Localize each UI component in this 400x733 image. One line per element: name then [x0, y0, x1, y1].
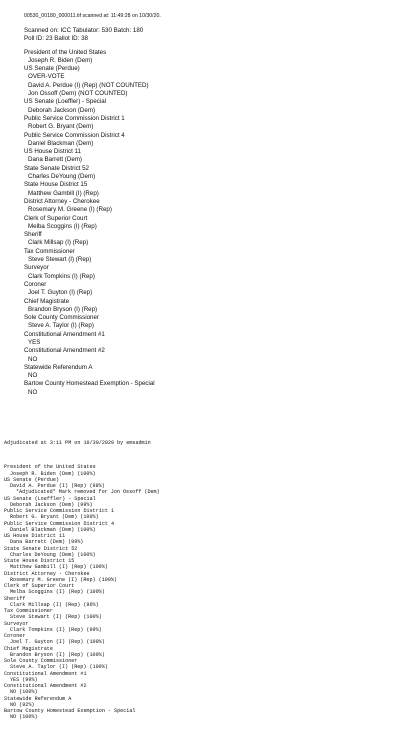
ballot-contest-title: Surveyor	[24, 264, 49, 272]
ballot-contest-title: Sheriff	[24, 231, 42, 239]
ballot-selection: Charles DeYoung (Dem)	[28, 173, 96, 181]
adjudicated-selection: David A. Perdue (I) (Rep) (98%)	[10, 483, 105, 489]
adjudicated-contest-title: Surveyor	[4, 620, 29, 627]
adjudicated-selection: Dana Barrett (Dem) (99%)	[10, 539, 84, 546]
adjudicated-selection: Daniel Blackman (Dem) (100%)	[10, 526, 96, 533]
scanned-on-line: Scanned on: ICC Tabulator: 530 Batch: 180	[24, 27, 144, 34]
adjudicated-selection: Rosemary M. Greene (I) (Rep) (100%)	[10, 576, 117, 583]
ballot-selection: Clark Tompkins (I) (Rep)	[28, 272, 95, 280]
adjudication-section	[4, 427, 160, 733]
adjudicated-contest-title: Constitutional Amendment #1	[4, 670, 87, 677]
ballot-contest-title: Coroner	[24, 280, 47, 288]
adjudicated-contest-title: Public Service Commission District 4	[4, 520, 115, 527]
adjudication-list	[4, 464, 160, 720]
ballot-selection: Matthew Gambill (I) (Rep)	[28, 189, 99, 197]
ballot-contest-title: Clerk of Superior Court	[24, 214, 88, 222]
adjudication-title: Adjudicated at 3:11 PM on 10/30/2020 by emsadmin	[4, 439, 151, 446]
adjudicated-selection: Charles DeYoung (Dem) (100%)	[10, 551, 96, 558]
ballot-contest-title: Statewide Referendum A	[24, 363, 93, 371]
adjudicated-contest-title: US House District 11	[4, 533, 66, 539]
adjudicated-contest-title: State House District 15	[4, 558, 75, 564]
adjudicated-contest-title: Bartow County Homestead Exemption - Special	[4, 708, 136, 714]
ballot-contest-title: Public Service Commission District 1	[24, 114, 125, 122]
ballot-selection: OVER-VOTE	[28, 73, 65, 81]
adjudicated-selection: NO (100%)	[10, 714, 38, 721]
ballot-contest-title: State House District 15	[24, 181, 88, 189]
ballot-selection: Steve A. Taylor (I) (Rep)	[28, 322, 94, 330]
ballot-selection: NO	[28, 355, 38, 363]
ballot-selection: Steve Stewart (I) (Rep)	[28, 256, 92, 264]
ballot-selection: Brandon Bryson (I) (Rep)	[28, 305, 98, 313]
adjudicated-selection: Clark Tompkins (I) (Rep) (99%)	[10, 626, 102, 633]
ballot-contest-title: US House District 11	[24, 148, 81, 156]
ballot-selection: NO	[28, 388, 38, 396]
adjudicated-contest-title: President of the United States	[4, 464, 96, 471]
ballot-selection: Melba Scoggins (I) (Rep)	[28, 222, 97, 230]
ballot-selection: Deborah Jackson (Dem)	[28, 106, 96, 114]
adjudicated-selection: Joseph R. Biden (Dem) (100%)	[10, 470, 96, 477]
ballot-contest-title: Public Service Commission District 4	[24, 131, 125, 139]
ballot-contest-title: State Senate District 52	[24, 164, 90, 172]
ballot-contest-title: US Senate (Perdue)	[24, 65, 80, 73]
adjudicated-selection: NO (100%)	[10, 689, 38, 696]
adjudicated-contest-title: US Senate (Loeffler) - Special	[4, 495, 96, 502]
adjudicated-selection: Steve Stewart (I) (Rep) (100%)	[10, 614, 102, 621]
ballot-selection: David A. Perdue (I) (Rep) (NOT COUNTED)	[28, 81, 149, 89]
adjudicated-contest-title: Sole County Commissioner	[4, 658, 78, 664]
adjudicated-selection: NO (92%)	[10, 701, 35, 708]
ballot-contest-title: US Senate (Loeffler) - Special	[24, 98, 107, 106]
ballot-selection: Clark Millsap (I) (Rep)	[28, 239, 89, 247]
ballot-contest-title: Sole County Commissioner	[24, 314, 99, 322]
adjudicated-selection: Steve A. Taylor (I) (Rep) (100%)	[10, 664, 108, 671]
ballot-selection: Robert G. Bryant (Dem)	[28, 123, 94, 131]
ballot-selection: Jon Ossoff (Dem) (NOT COUNTED)	[28, 90, 128, 98]
ballot-contest-title: Bartow County Homestead Exemption - Special	[24, 380, 155, 388]
ballot-contest-title: Chief Magistrate	[24, 297, 70, 305]
ballot-selection: YES	[28, 338, 41, 346]
adjudicated-selection: Clark Millsap (I) (Rep) (96%)	[10, 601, 99, 608]
adjudicated-selection: Melba Scoggins (I) (Rep) (100%)	[10, 589, 105, 596]
ballot-selection: Joseph R. Biden (Dem)	[28, 56, 93, 64]
ballot-selection: Daniel Blackman (Dem)	[28, 139, 94, 147]
adjudicated-selection: Joel T. Guyton (I) (Rep) (100%)	[10, 639, 105, 646]
adjudicated-selection: Deborah Jackson (Dem) (99%)	[10, 501, 93, 508]
adjudicated-contest-title: Chief Magistrate	[4, 645, 53, 652]
adjudicated-contest-title: Tax Commissioner	[4, 608, 53, 614]
adjudicated-contest-title: State Senate District 52	[4, 545, 78, 552]
adjudicated-contest-title: District Attorney - Cherokee	[4, 570, 90, 577]
poll-ballot-line: Poll ID: 23 Ballot ID: 38	[24, 35, 88, 43]
adjudicated-selection: Matthew Gambill (I) (Rep) (100%)	[10, 564, 108, 571]
adjudicated-contest-title: Clerk of Superior Court	[4, 583, 75, 589]
ballot-selection: Rosemary M. Greene (I) (Rep)	[28, 206, 112, 214]
ballot-contest-list	[24, 49, 155, 397]
adjudicated-contest-title: Sheriff	[4, 595, 26, 602]
adjudicated-selection: Brandon Bryson (I) (Rep) (100%)	[10, 651, 105, 658]
adjudicated-contest-title: Coroner	[4, 633, 26, 639]
adjudicated-selection: YES (99%)	[10, 676, 38, 683]
ballot-contest-title: President of the United States	[24, 48, 107, 56]
adjudicated-contest-title: Public Service Commission District 1	[4, 508, 115, 514]
ballot-contest-title: Constitutional Amendment #2	[24, 347, 105, 355]
ballot-selection: NO	[28, 372, 38, 380]
scan-header-line: 00530_00180_000011.tif scanned at: 11:49:28 on 10/30/20.	[24, 13, 161, 19]
adjudicated-selection: Robert G. Bryant (Dem) (100%)	[10, 514, 99, 521]
ballot-contest-title: Tax Commissioner	[24, 247, 75, 255]
adjudicated-contest-title: Statewide Referendum A	[4, 695, 72, 702]
ballot-contest-title: District Attorney - Cherokee	[24, 197, 100, 205]
ballot-selection: Joel T. Guyton (I) (Rep)	[28, 289, 93, 297]
ballot-contest-title: Constitutional Amendment #1	[24, 330, 105, 338]
adjudicated-contest-title: Constitutional Amendment #2	[4, 683, 87, 689]
scanned-ballot-section	[24, 27, 155, 397]
adjudication-note: *Adjudicated* Mark removed for Jon Ossoff (Dem)	[16, 489, 160, 496]
ballot-selection: Dana Barrett (Dem)	[28, 156, 82, 164]
adjudicated-contest-title: US Senate (Perdue)	[4, 476, 60, 483]
